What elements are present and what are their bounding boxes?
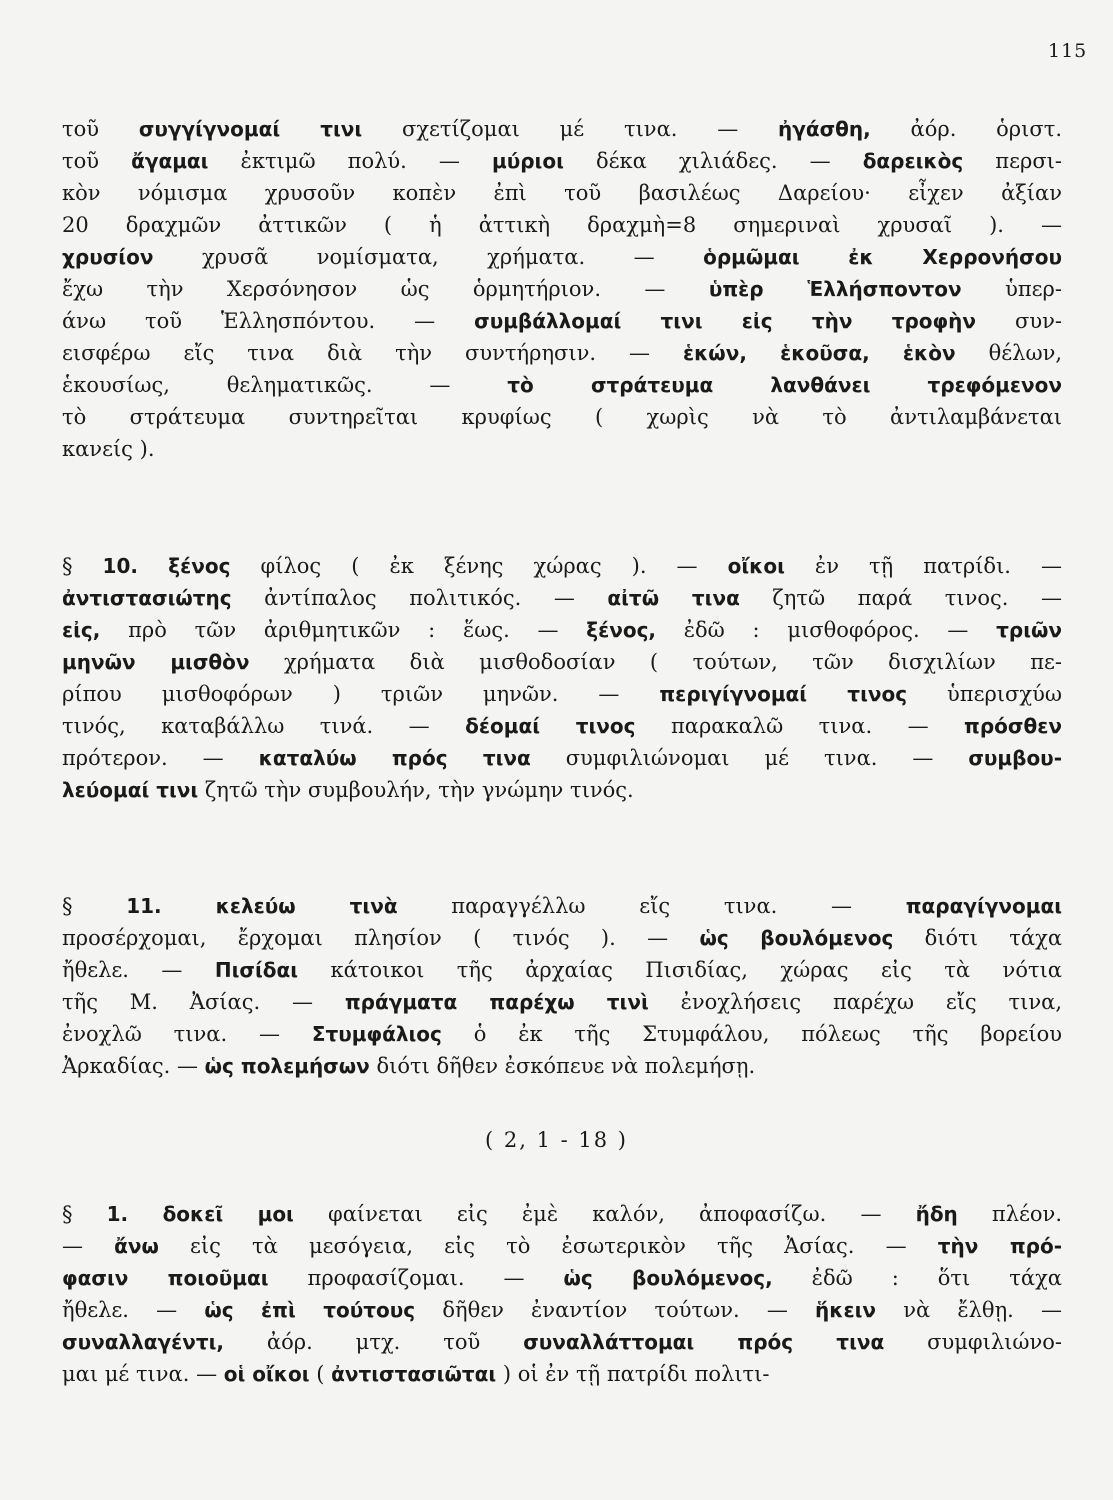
- text-line: [62, 1326, 1062, 1358]
- headword: ὡς βουλόμενος: [699, 926, 894, 950]
- text-line: [62, 614, 1062, 646]
- text-line: [62, 273, 1062, 305]
- headword: ἥκειν: [815, 1298, 877, 1322]
- text-line: [62, 890, 1062, 922]
- gloss-text: τῆς Μ. Ἀσίας. —: [62, 990, 345, 1014]
- gloss-text: κανείς ).: [62, 437, 155, 461]
- gloss-text: τινός, καταβάλλω τινά. —: [62, 714, 466, 738]
- text-line: [62, 177, 1062, 209]
- headword: συμβου-: [968, 746, 1062, 770]
- gloss-text: §: [62, 554, 103, 578]
- text-line: [62, 1230, 1062, 1262]
- headword: συγγίγνομαί τινι: [138, 117, 363, 141]
- gloss-text: ζητῶ τὴν συμβουλήν, τὴν γνώμην τινός.: [198, 778, 634, 802]
- gloss-text: ἐκτιμῶ πολύ. —: [208, 149, 493, 173]
- text-line: [62, 710, 1062, 742]
- gloss-text: ρίπου μισθοφόρων ) τριῶν μηνῶν. —: [62, 682, 660, 706]
- gloss-text: πρότερον. —: [62, 746, 259, 770]
- gloss-text: άνω τοῦ Ἑλλησπόντου. —: [62, 309, 475, 333]
- gloss-text: χρυσᾶ νομίσματα, χρήματα. —: [153, 245, 704, 269]
- headword: οἱ οἴκοι: [223, 1362, 310, 1386]
- gloss-text: ἔχω τὴν Χερσόνησον ὡς ὁρμητήριον. —: [62, 277, 709, 301]
- text-line: [62, 678, 1062, 710]
- gloss-text: §: [62, 1202, 107, 1226]
- gloss-text: νὰ ἔλθῃ. —: [876, 1298, 1063, 1322]
- gloss-text: ἀντίπαλος πολιτικός. —: [231, 586, 608, 610]
- text-line: [62, 922, 1062, 954]
- headword: ἄνω: [114, 1234, 159, 1258]
- gloss-text: ἐδῶ : ὅτι τάχα: [772, 1266, 1062, 1290]
- gloss-text: ὁ ἐκ τῆς Στυμφάλου, πόλεως τῆς βορείου: [441, 1022, 1062, 1046]
- gloss-text: παρακαλῶ τινα. —: [635, 714, 965, 738]
- headword: καταλύω πρός τινα: [258, 746, 531, 770]
- text-line: [62, 1198, 1062, 1230]
- gloss-text: συμφιλιώνομαι μέ τινα. —: [530, 746, 969, 770]
- gloss-text: ζητῶ παρά τινος. —: [739, 586, 1062, 610]
- headword: ὡς βουλόμενος,: [563, 1266, 773, 1290]
- headword: ἀντιστασιῶται: [331, 1362, 497, 1386]
- gloss-text: χρήματα διὰ μισθοδοσίαν ( τούτων, τῶν δισχιλίων πε-: [249, 650, 1062, 674]
- headword: ἠγάσθη,: [778, 117, 871, 141]
- gloss-text: πλέον.: [957, 1202, 1062, 1226]
- gloss-text: (: [309, 1362, 332, 1386]
- text-line: [62, 582, 1062, 614]
- headword: Πισίδαι: [214, 958, 299, 982]
- gloss-text: συμφιλιώνο-: [884, 1330, 1062, 1354]
- gloss-text: ἑκουσίως, θεληματικῶς. —: [62, 373, 508, 397]
- gloss-text: §: [62, 894, 127, 918]
- gloss-text: τὸ στράτευμα συντηρεῖται κρυφίως ( χωρὶς νὰ τὸ ἀντιλαμβάνεται: [62, 405, 1062, 429]
- headword: δέομαί τινος: [465, 714, 636, 738]
- gloss-text: παραγγέλλω εἴς τινα. —: [397, 894, 906, 918]
- gloss-text: θέλων,: [955, 341, 1063, 365]
- gloss-text: ἐνοχλῶ τινα. —: [62, 1022, 312, 1046]
- gloss-text: ἀόρ. ὁριστ.: [870, 117, 1063, 141]
- gloss-text: προσέρχομαι, ἔρχομαι πλησίον ( τινός ). —: [62, 926, 700, 950]
- headword: οἴκοι: [727, 554, 785, 578]
- headword: μηνῶν μισθὸν: [62, 650, 250, 674]
- headword: 10. ξένος: [102, 554, 231, 578]
- gloss-text: πρὸ τῶν ἀριθμητικῶν : ἕως. —: [100, 618, 587, 642]
- gloss-text: φαίνεται εἰς ἐμὲ καλόν, ἀποφασίζω. —: [293, 1202, 916, 1226]
- text-line: [62, 305, 1062, 337]
- headword: συμβάλλομαί τινι εἰς τὴν τροφὴν: [474, 309, 977, 333]
- paragraph-section-11: [62, 890, 1062, 1082]
- text-line: [62, 1050, 1062, 1082]
- gloss-text: τοῦ: [62, 117, 139, 141]
- headword: μύριοι: [492, 149, 564, 173]
- gloss-text: ἐνοχλήσεις παρέχω εἴς τινα,: [648, 990, 1062, 1014]
- headword: τὴν πρό-: [937, 1234, 1062, 1258]
- page-number: 115: [1048, 40, 1088, 62]
- chapter-reference: ( 2, 1 - 18 ): [485, 1128, 628, 1152]
- headword: πράγματα παρέχω τινὶ: [344, 990, 649, 1014]
- headword: ὑπὲρ Ἑλλήσποντον: [708, 277, 962, 301]
- text-line: [62, 1262, 1062, 1294]
- gloss-text: εἰς τὰ μεσόγεια, εἰς τὸ ἐσωτερικὸν τῆς Ἀσίας. —: [158, 1234, 938, 1258]
- headword: ξένος,: [586, 618, 657, 642]
- headword: ὡς ἐπὶ τούτους: [204, 1298, 416, 1322]
- text-line: [62, 337, 1062, 369]
- headword: ἀντιστασιώτης: [62, 586, 232, 610]
- headword: 11. κελεύω τινὰ: [126, 894, 398, 918]
- gloss-text: σχετίζομαι μέ τινα. —: [362, 117, 778, 141]
- gloss-text: ) οἱ ἐν τῇ πατρίδι πολιτι-: [496, 1362, 770, 1386]
- headword: περιγίγνομαί τινος: [659, 682, 908, 706]
- headword: συναλλαγέντι,: [62, 1330, 225, 1354]
- text-line: [62, 241, 1062, 273]
- gloss-text: ἐδῶ : μισθοφόρος. —: [656, 618, 997, 642]
- gloss-text: φίλος ( ἐκ ξένης χώρας ). —: [230, 554, 728, 578]
- headword: τριῶν: [996, 618, 1062, 642]
- headword: πρόσθεν: [964, 714, 1062, 738]
- headword: παραγίγνομαι: [905, 894, 1062, 918]
- gloss-text: ὑπερ-: [961, 277, 1062, 301]
- gloss-text: συν-: [976, 309, 1063, 333]
- text-line: [62, 774, 1062, 806]
- headword: αἰτῶ τινα: [607, 586, 740, 610]
- text-line: [62, 646, 1062, 678]
- headword: εἰς,: [62, 618, 101, 642]
- paragraph-glossary-continued: [62, 113, 1062, 465]
- text-line: [62, 209, 1062, 241]
- gloss-text: ἤθελε. —: [62, 958, 215, 982]
- gloss-text: μαι μέ τινα. —: [62, 1362, 224, 1386]
- text-line: [62, 145, 1062, 177]
- headword: ὡς πολεμήσων: [204, 1054, 370, 1078]
- headword: λεύομαί τινι: [62, 778, 199, 802]
- gloss-text: —: [62, 1234, 115, 1258]
- text-line: [62, 1294, 1062, 1326]
- headword: Στυμφάλιος: [311, 1022, 442, 1046]
- gloss-text: κὸν νόμισμα χρυσοῦν κοπὲν ἐπὶ τοῦ βασιλέως Δαρείου· εἶχεν ἀξίαν: [62, 181, 1062, 205]
- gloss-text: ἐν τῇ πατρίδι. —: [784, 554, 1063, 578]
- gloss-text: εισφέρω εἴς τινα διὰ τὴν συντήρησιν. —: [62, 341, 683, 365]
- headword: ἤδη: [915, 1202, 958, 1226]
- text-line: [62, 433, 1062, 465]
- text-line: [62, 986, 1062, 1018]
- text-line: [62, 1358, 1062, 1390]
- text-line: [62, 954, 1062, 986]
- headword: φασιν ποιοῦμαι: [62, 1266, 269, 1290]
- paragraph-section-10: [62, 550, 1062, 806]
- gloss-text: Ἀρκαδίας. —: [62, 1054, 205, 1078]
- headword: ἄγαμαι: [131, 149, 209, 173]
- gloss-text: τοῦ: [62, 149, 132, 173]
- paragraph-chapter-2-section-1: [62, 1198, 1062, 1390]
- gloss-text: δῆθεν ἐναντίον τούτων. —: [415, 1298, 816, 1322]
- text-line: [62, 550, 1062, 582]
- text-line: [62, 742, 1062, 774]
- gloss-text: κάτοικοι τῆς ἀρχαίας Πισιδίας, χώρας εἰς τὰ νότια: [298, 958, 1062, 982]
- headword: δαρεικὸς: [862, 149, 964, 173]
- gloss-text: δέκα χιλιάδες. —: [563, 149, 863, 173]
- gloss-text: προφασίζομαι. —: [268, 1266, 564, 1290]
- gloss-text: περσι-: [963, 149, 1062, 173]
- headword: ὁρμῶμαι ἐκ Χερρονήσου: [703, 245, 1062, 269]
- headword: 1. δοκεῖ μοι: [106, 1202, 294, 1226]
- text-line: [62, 369, 1062, 401]
- text-line: [62, 401, 1062, 433]
- headword: τὸ στράτευμα λανθάνει τρεφόμενον: [507, 373, 1062, 397]
- headword: ἑκών, ἑκοῦσα, ἑκὸν: [682, 341, 956, 365]
- gloss-text: ἤθελε. —: [62, 1298, 205, 1322]
- gloss-text: ὑπερισχύω: [907, 682, 1062, 706]
- headword: συναλλάττομαι πρός τινα: [523, 1330, 885, 1354]
- gloss-text: ἀόρ. μτχ. τοῦ: [224, 1330, 524, 1354]
- gloss-text: 20 δραχμῶν ἀττικῶν ( ἡ ἀττικὴ δραχμὴ=8 σημεριναὶ χρυσαῖ ). —: [62, 213, 1062, 237]
- gloss-text: διότι δῆθεν ἐσκόπευε νὰ πολεμήσῃ.: [369, 1054, 756, 1078]
- text-line: [62, 113, 1062, 145]
- text-line: [62, 1018, 1062, 1050]
- headword: χρυσίον: [62, 245, 154, 269]
- gloss-text: διότι τάχα: [893, 926, 1063, 950]
